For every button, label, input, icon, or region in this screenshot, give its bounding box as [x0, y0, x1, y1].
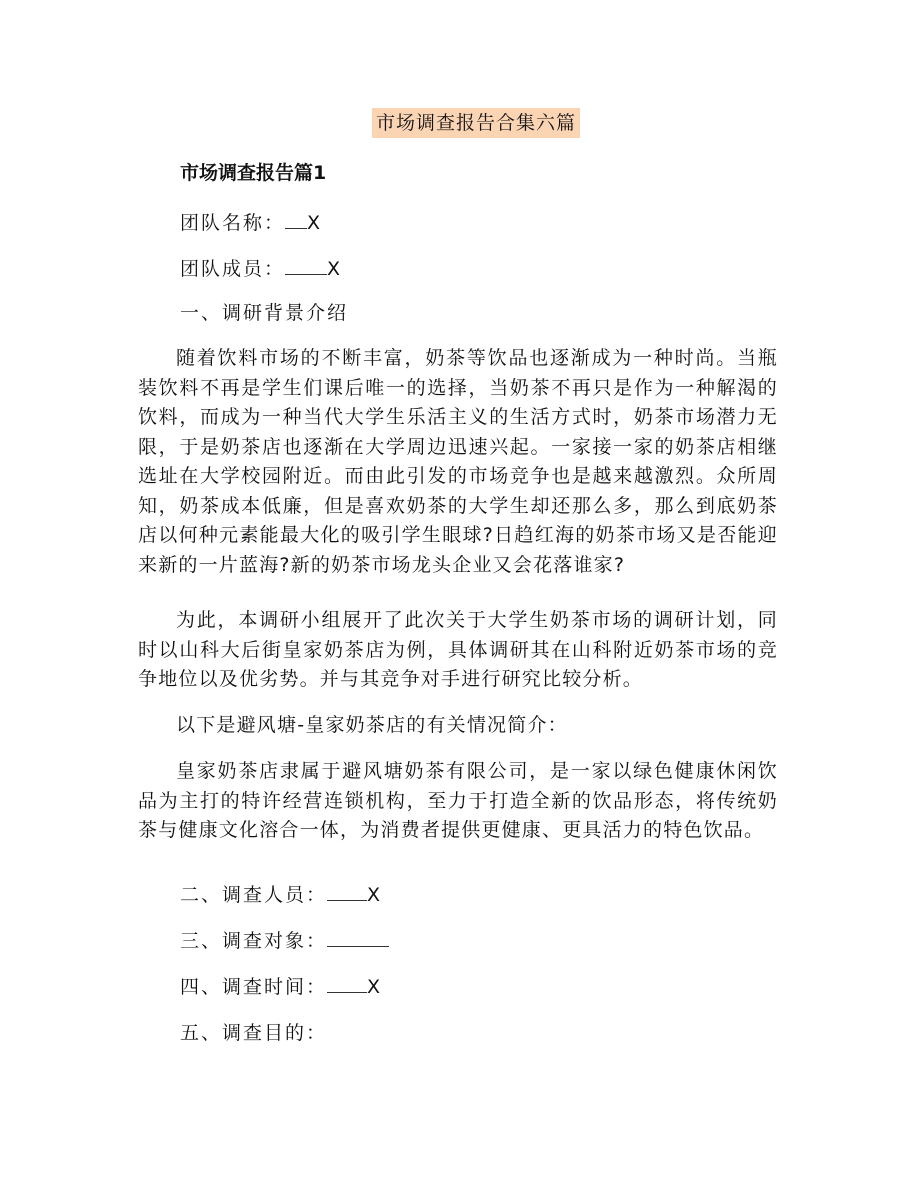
survey-purpose-line: 五、调查目的： [180, 1022, 328, 1044]
blank-underline [327, 974, 367, 993]
subjects-label: 三、调查对象： [180, 930, 328, 952]
survey-time-value: X [367, 976, 383, 998]
team-members-value: X [327, 258, 343, 280]
section-heading: 市场调查报告篇1 [180, 162, 327, 184]
paragraph-company: 皇家奶茶店隶属于避风塘奶茶有限公司，是一家以绿色健康休闲饮品为主打的特许经营连锁机构，至力于打造全新的饮品形态，将传统奶茶与健康文化溶合一体，为消费者提供更健康、更具活力的特色饮品。 [138, 760, 778, 841]
team-name-line [180, 210, 322, 236]
paragraph-plan: 为此，本调研小组展开了此次关于大学生奶茶市场的调研计划，同时以山科大后街皇家奶茶店为例，具体调研其在山科附近奶茶市场的竞争地位以及优劣势。并与其竞争对手进行研究比较分析。 [138, 609, 778, 690]
survey-time-line [180, 974, 382, 1000]
blank-underline [327, 928, 389, 947]
team-members-line [180, 256, 342, 282]
paragraph-intro: 以下是避风塘-皇家奶茶店的有关情况简介： [176, 714, 568, 736]
investigators-value: X [367, 884, 383, 906]
investigators-label: 二、调查人员： [180, 884, 328, 906]
blank-underline [327, 882, 367, 901]
heading-research-background: 一、调研背景介绍 [180, 302, 349, 324]
team-name-value: X [307, 212, 323, 234]
survey-time-label: 四、调查时间： [180, 976, 328, 998]
team-members-label: 团队成员： [180, 258, 286, 280]
investigators-line [180, 882, 382, 908]
blank-underline [285, 210, 307, 229]
subjects-line [180, 928, 389, 954]
blank-underline [285, 256, 327, 275]
paragraph-background: 随着饮料市场的不断丰富，奶茶等饮品也逐渐成为一种时尚。当瓶装饮料不再是学生们课后唯一的选择，当奶茶不再只是作为一种解渴的饮料，而成为一种当代大学生乐活主义的生活方式时，奶茶市场潜力无限，于是奶茶店也逐渐在大学周边迅速兴起。一家接一家的奶茶店相继选址在大学校园附近。而由此引发的市场竞争也是越来越激烈。众所周知，奶茶成本低廉，但是喜欢奶茶的大学生却还那么多，那么到底奶茶店以何种元素能最大化的吸引学生眼球?日趋红海的奶茶市场又是否能迎来新的一片蓝海?新的奶茶市场龙头企业又会花落谁家? [138, 347, 778, 576]
document-title: 市场调查报告合集六篇 [372, 108, 580, 138]
team-name-label: 团队名称： [180, 212, 286, 234]
